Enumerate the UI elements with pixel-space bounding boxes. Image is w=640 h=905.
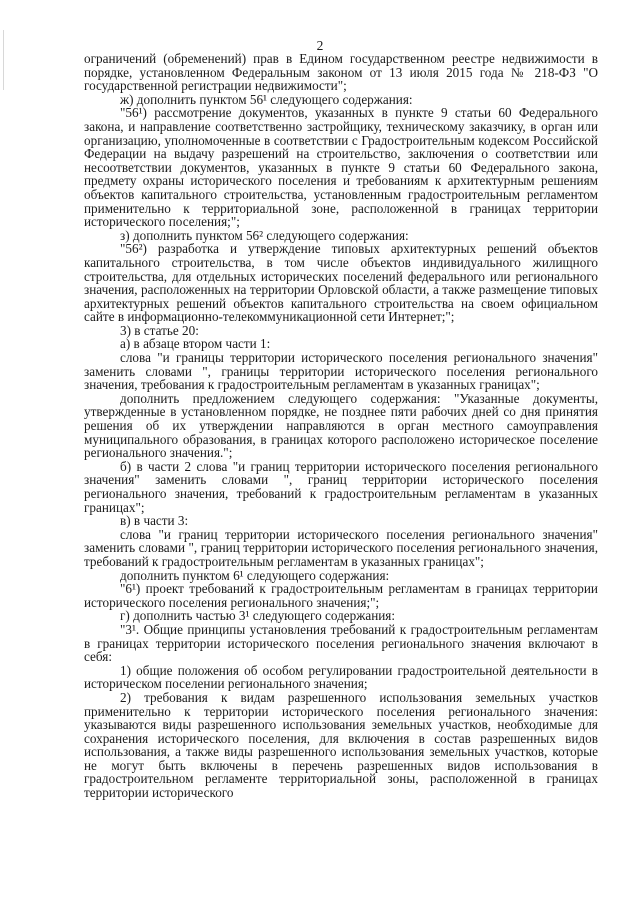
- paragraph: слова "и границы территории исторического поселения регионального значения" заменить словами ", границы территории исторического поселения регионального значения, требования к градостроительным регламентам в указанных границах";: [84, 350, 598, 393]
- page-number: 2: [316, 38, 324, 53]
- paragraph: "3¹. Общие принципы установления требований к градостроительным регламентам в границах территории исторического поселения регионального значения включают в себя:: [84, 621, 598, 665]
- document-body: [84, 52, 598, 800]
- paragraph: "56²) разработка и утверждение типовых архитектурных решений объектов капитального строительства, в том числе объектов индивидуального жилищного строительства, для отдельных исторических поселений федерального или регионального значения, расположенных на территории Орловской области, а также размещение типовых архитектурных решений объектов капитального строительства на своем официальном сайте в информационно-телекоммуникационной сети Интернет;";: [84, 241, 598, 325]
- paragraph: дополнить предложением следующего содержания: "Указанные документы, утвержденные в установленном порядке, не позднее пяти рабочих дней со дня принятия решения об их утверждении направляются в орган местного самоуправления муниципального образования, в границах которого расположено историческое поселение регионального значения.";: [84, 390, 598, 461]
- paragraph: ж) дополнить пунктом 56¹ следующего содержания:: [120, 91, 413, 107]
- paragraph: дополнить пунктом 6¹ следующего содержания:: [120, 567, 390, 583]
- paragraph: а) в абзаце втором части 1:: [120, 336, 271, 352]
- paragraph: з) дополнить пунктом 56² следующего содержания:: [120, 227, 409, 243]
- paragraph: "56¹) рассмотрение документов, указанных в пункте 9 статьи 60 Федерального закона, и направление соответственно застройщику, техническому заказчику, в орган или организацию, уполномоченные в соответствии с Градостроительным кодексом Российской Федерации на выдачу разрешений на строительство, заключения о соответствии или несоответствии документов, указанных в пункте 9 статьи 60 Федерального закона, предмету охраны исторического поселения и требованиям к архитектурным решениям объектов капитального строительства, установленным градостроительным регламентом применительно к территориальной зоне, расположенной в границах территории исторического поселения;";: [84, 105, 598, 230]
- paragraph: 1) общие положения об особом регулировании градостроительной деятельности в историческом поселении регионального значения;: [84, 662, 598, 692]
- paragraph: 2) требования к видам разрешенного использования земельных участков применительно к территории исторического поселения регионального значения: указываются виды разрешенного использования земельных участков, необходимые для сохранения исторического поселения, для включения в состав разрешенных видов использования, а также виды разрешенного использования земельных участков, которые не могут быть включены в перечень разрешенных видов использования в градостроительном регламенте территориальной зоны, расположенной в границах территории исторического: [84, 689, 598, 801]
- paragraph: ограничений (обременений) прав в Едином государственном реестре недвижимости в порядке, установленном Федеральным законом от 13 июля 2015 года № 218-ФЗ "О государственной регистрации недвижимости";: [84, 51, 598, 94]
- paragraph: "6¹) проект требований к градостроительным регламентам в границах территории исторического поселения регионального значения;";: [84, 581, 598, 610]
- paragraph: в) в части 3:: [120, 513, 189, 529]
- paragraph: г) дополнить частью 3¹ следующего содержания:: [120, 608, 396, 624]
- paragraph: 3) в статье 20:: [120, 322, 199, 338]
- paragraph: слова "и границ территории исторического поселения регионального значения" заменить словами ", границ территории исторического поселения регионального значения, требований к градостроительным регламентам в указанных границах";: [84, 526, 598, 569]
- paragraph: б) в части 2 слова "и границ территории исторического поселения регионального значения" заменить словами ", границ территории исторического поселения регионального значения, требований к градостроительным регламентам в указанных границах";: [84, 458, 598, 515]
